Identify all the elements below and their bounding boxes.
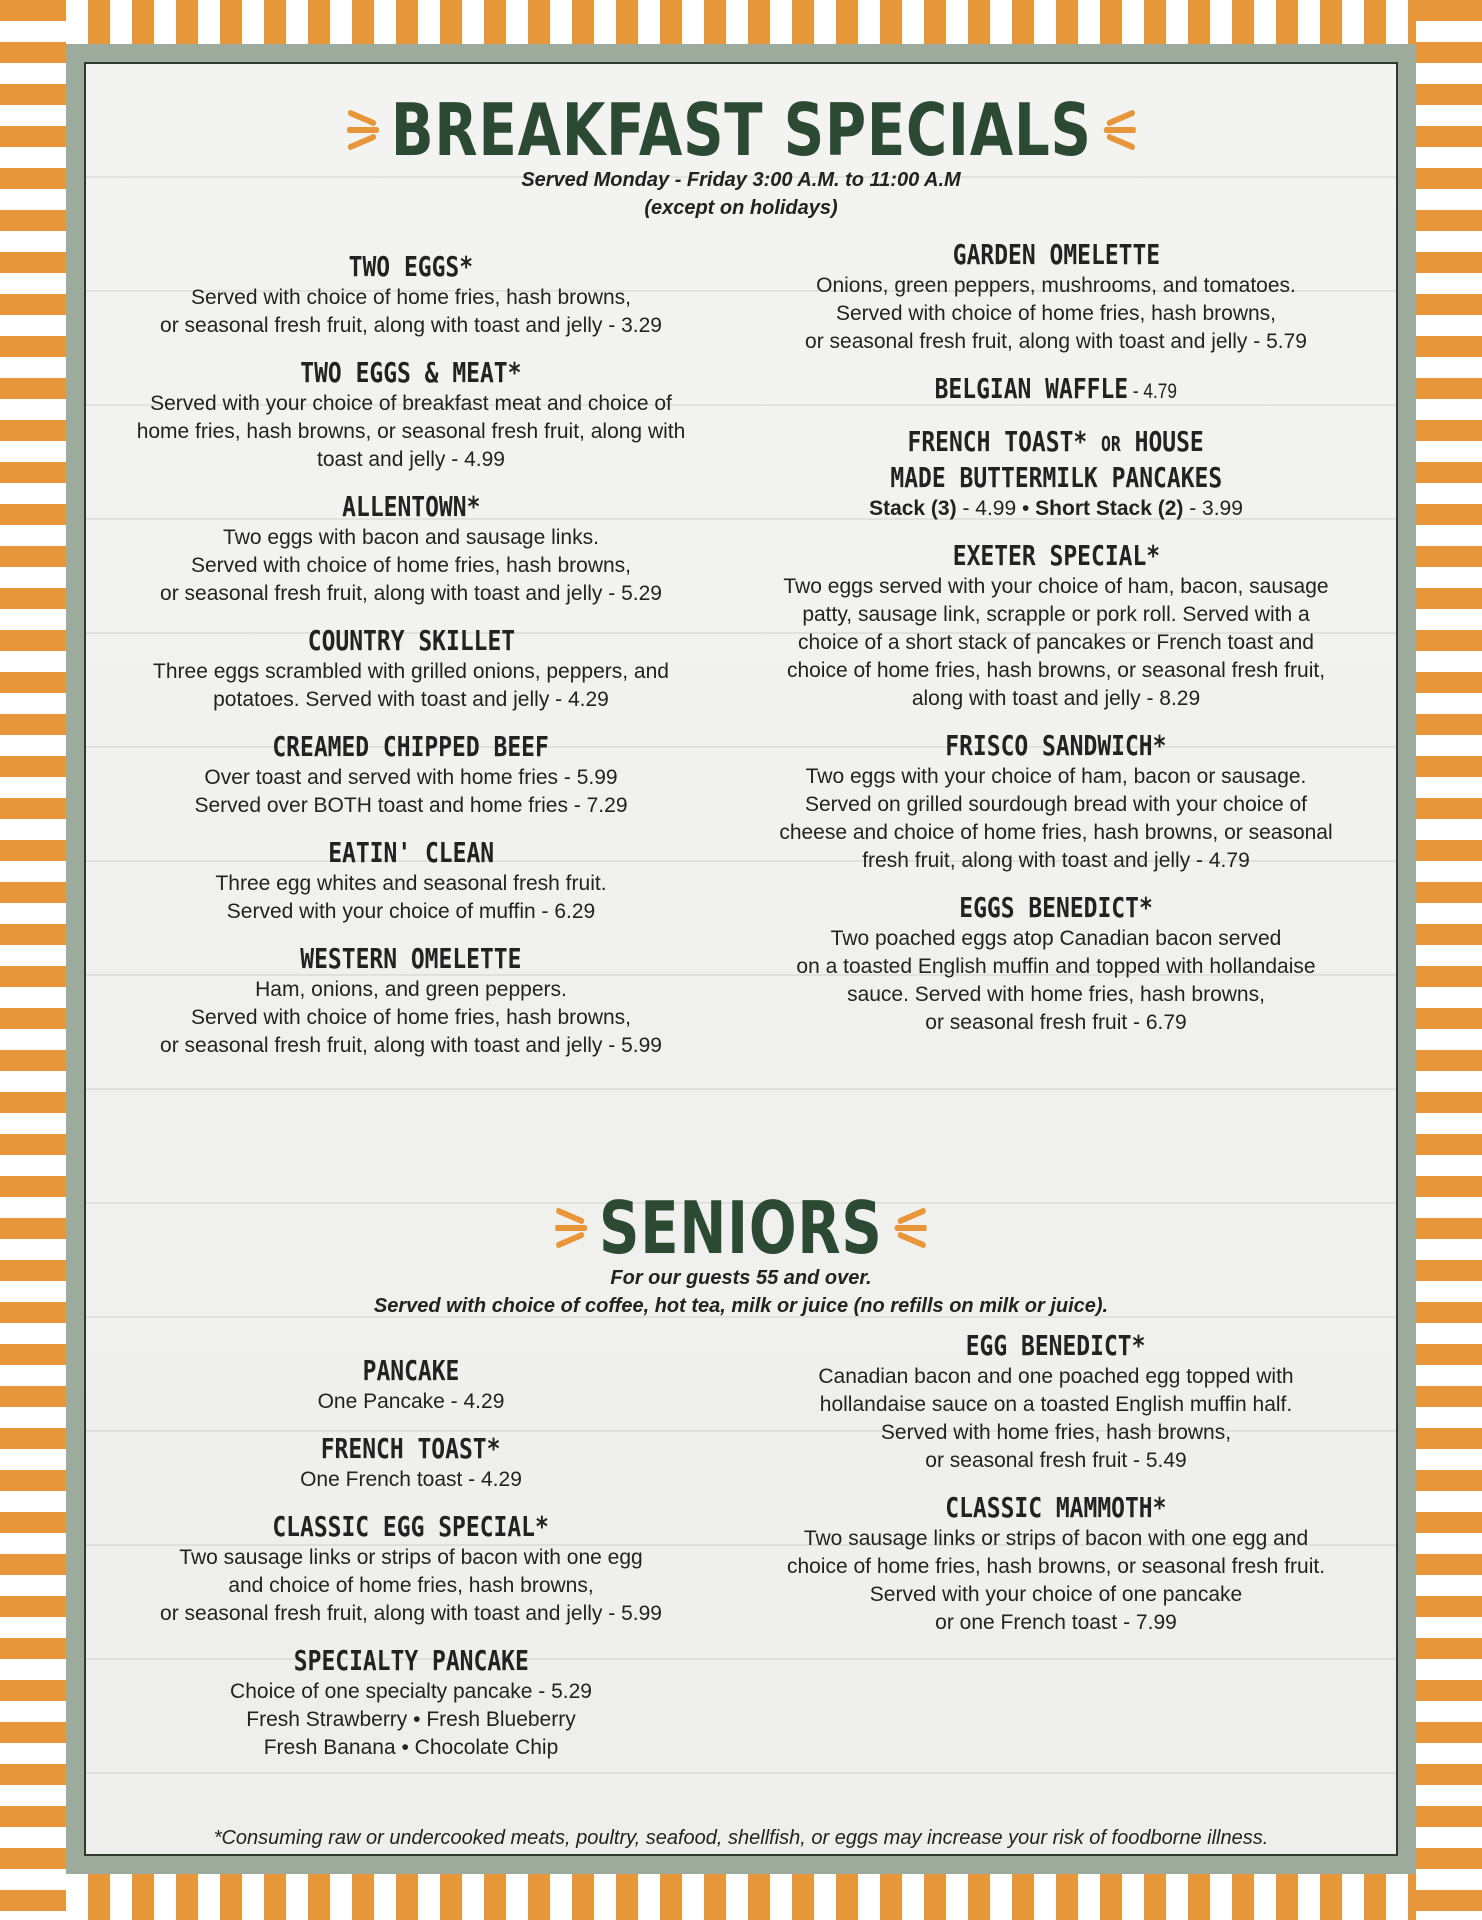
- right-burst-icon: [894, 1203, 927, 1253]
- right-stripe-border: [1416, 0, 1482, 1920]
- item-name: TWO EGGS*: [348, 250, 474, 283]
- item-desc: Two eggs served with your choice of ham, bacon, sausage patty, sausage link, scrapple or pork roll. Served with a choice of a short stack of pancakes or French toast and choice of home fries, hash browns, or seasonal fresh fruit, along with toast and jelly - 8.29: [783, 575, 1329, 710]
- item-name: PANCAKE: [362, 1354, 460, 1387]
- menu-item: [121, 1432, 701, 1494]
- menu-item: [766, 891, 1346, 1037]
- menu-panel: [84, 62, 1398, 1856]
- breakfast-left-column: [121, 250, 701, 1076]
- seniors-header: [86, 1186, 1396, 1320]
- item-desc: Three egg whites and seasonal fresh fruit. Served with your choice of muffin - 6.29: [215, 872, 607, 923]
- item-name: EGG BENEDICT*: [966, 1329, 1146, 1362]
- item-desc: Canadian bacon and one poached egg topped with hollandaise sauce on a toasted English muffin half. Served with home fries, hash browns, or seasonal fresh fruit - 5.49: [818, 1365, 1294, 1472]
- item-desc: Choice of one specialty pancake - 5.29 Fresh Strawberry • Fresh Blueberry Fresh Banana • Chocolate Chip: [230, 1680, 592, 1759]
- item-name: EXETER SPECIAL*: [952, 539, 1160, 572]
- menu-item: [766, 1491, 1346, 1637]
- stack-label: Stack (3): [869, 497, 957, 520]
- waffle-name: BELGIAN WAFFLE: [934, 372, 1129, 405]
- foodborne-illness-footnote: *Consuming raw or undercooked meats, poultry, seafood, shellfish, or eggs may increase your risk of foodborne illness.: [213, 1827, 1269, 1849]
- breakfast-subtitle-1: Served Monday - Friday 3:00 A.M. to 11:00 A.M: [521, 169, 961, 191]
- breakfast-header: [86, 88, 1396, 222]
- french-name-line2: MADE BUTTERMILK PANCAKES: [890, 461, 1222, 494]
- short-stack-price: - 3.99: [1183, 497, 1243, 520]
- french-name-a: FRENCH TOAST*: [907, 425, 1088, 458]
- french-name-b: HOUSE: [1134, 425, 1205, 458]
- item-desc: Served with your choice of breakfast meat and choice of home fries, hash browns, or seasonal fresh fruit, along with toast and jelly - 4.99: [136, 392, 686, 471]
- item-name: EGGS BENEDICT*: [959, 891, 1153, 924]
- item-name: GARDEN OMELETTE: [952, 238, 1160, 271]
- menu-item: [121, 730, 701, 820]
- item-name: CLASSIC EGG SPECIAL*: [272, 1510, 550, 1543]
- item-name: CREAMED CHIPPED BEEF: [272, 730, 550, 763]
- menu-item: [121, 1510, 701, 1628]
- item-desc: Two sausage links or strips of bacon with one egg and choice of home fries, hash browns, or seasonal fresh fruit, along with toast and jelly - 5.99: [160, 1546, 662, 1625]
- item-name: COUNTRY SKILLET: [307, 624, 515, 657]
- right-burst-icon: [1102, 105, 1135, 155]
- menu-item: [121, 1354, 701, 1416]
- item-desc: Ham, onions, and green peppers. Served with choice of home fries, hash browns, or seasonal fresh fruit, along with toast and jelly - 5.99: [160, 978, 662, 1057]
- menu-item: [766, 729, 1346, 875]
- left-burst-icon: [347, 105, 380, 155]
- item-desc: Three eggs scrambled with grilled onions, peppers, and potatoes. Served with toast and jelly - 4.29: [153, 660, 669, 711]
- breakfast-title: [347, 88, 1135, 172]
- seniors-left-column: [121, 1354, 701, 1778]
- seniors-subtitle-2: Served with choice of coffee, hot tea, milk or juice (no refills on milk or juice).: [373, 1295, 1109, 1317]
- item-name: TWO EGGS & MEAT*: [300, 356, 522, 389]
- item-desc: Two eggs with bacon and sausage links. Served with choice of home fries, hash browns, or seasonal fresh fruit, along with toast and jelly - 5.29: [160, 526, 662, 605]
- menu-item: [121, 836, 701, 926]
- menu-item: [121, 1644, 701, 1762]
- french-name-or: OR: [1101, 432, 1122, 456]
- menu-item: [121, 250, 701, 340]
- item-name: [908, 425, 1204, 461]
- breakfast-title-text: BREAKFAST SPECIALS: [390, 88, 1092, 172]
- short-stack-label: Short Stack (2): [1035, 497, 1184, 520]
- breakfast-right-column: [766, 238, 1346, 1053]
- item-desc: Two sausage links or strips of bacon with one egg and choice of home fries, hash browns, or seasonal fresh fruit. Served with your choice of one pancake or one French toast - 7.99: [786, 1527, 1326, 1634]
- item-name: FRENCH TOAST*: [321, 1432, 501, 1465]
- seniors-right-column: [766, 1329, 1346, 1653]
- menu-item: [121, 624, 701, 714]
- waffle-price: - 4.79: [1128, 380, 1178, 403]
- item-desc: Two eggs with your choice of ham, bacon or sausage. Served on grilled sourdough bread with your choice of cheese and choice of home fries, hash browns, or seasonal fresh fruit, along with toast and jelly - 4.79: [779, 765, 1333, 872]
- item-desc: Served with choice of home fries, hash browns, or seasonal fresh fruit, along with toast and jelly - 3.29: [160, 286, 662, 337]
- item-name: SPECIALTY PANCAKE: [293, 1644, 529, 1677]
- left-burst-icon: [556, 1203, 589, 1253]
- item-name: WESTERN OMELETTE: [300, 942, 522, 975]
- item-desc: One Pancake - 4.29: [317, 1390, 505, 1413]
- item-name: ALLENTOWN*: [341, 490, 481, 523]
- item-desc: Over toast and served with home fries - 5.99 Served over BOTH toast and home fries - 7.29: [194, 766, 628, 817]
- menu-item: [766, 238, 1346, 356]
- menu-item: [121, 942, 701, 1060]
- menu-item: [766, 372, 1346, 409]
- menu-item: [121, 490, 701, 608]
- seniors-title-text: SENIORS: [599, 1186, 883, 1270]
- breakfast-subtitle-2: (except on holidays): [644, 197, 838, 219]
- seniors-title: [556, 1186, 927, 1270]
- menu-frame: [66, 44, 1416, 1874]
- menu-item: [766, 539, 1346, 713]
- menu-item: [766, 1329, 1346, 1475]
- item-desc: One French toast - 4.29: [300, 1468, 522, 1491]
- left-stripe-border: [0, 0, 66, 1920]
- item-name: EATIN' CLEAN: [328, 836, 494, 869]
- item-name: FRISCO SANDWICH*: [945, 729, 1167, 762]
- item-name: [935, 372, 1177, 409]
- seniors-subtitle-1: For our guests 55 and over.: [610, 1267, 872, 1289]
- french-prices: [766, 495, 1346, 523]
- menu-item: [766, 425, 1346, 523]
- stack-price: - 4.99 •: [956, 497, 1036, 520]
- menu-item: [121, 356, 701, 474]
- item-desc: Onions, green peppers, mushrooms, and tomatoes. Served with choice of home fries, hash browns, or seasonal fresh fruit, along with toast and jelly - 5.79: [805, 274, 1307, 353]
- item-desc: Two poached eggs atop Canadian bacon served on a toasted English muffin and topped with hollandaise sauce. Served with home fries, hash browns, or seasonal fresh fruit - 6.79: [796, 927, 1316, 1034]
- item-name: CLASSIC MAMMOTH*: [945, 1491, 1167, 1524]
